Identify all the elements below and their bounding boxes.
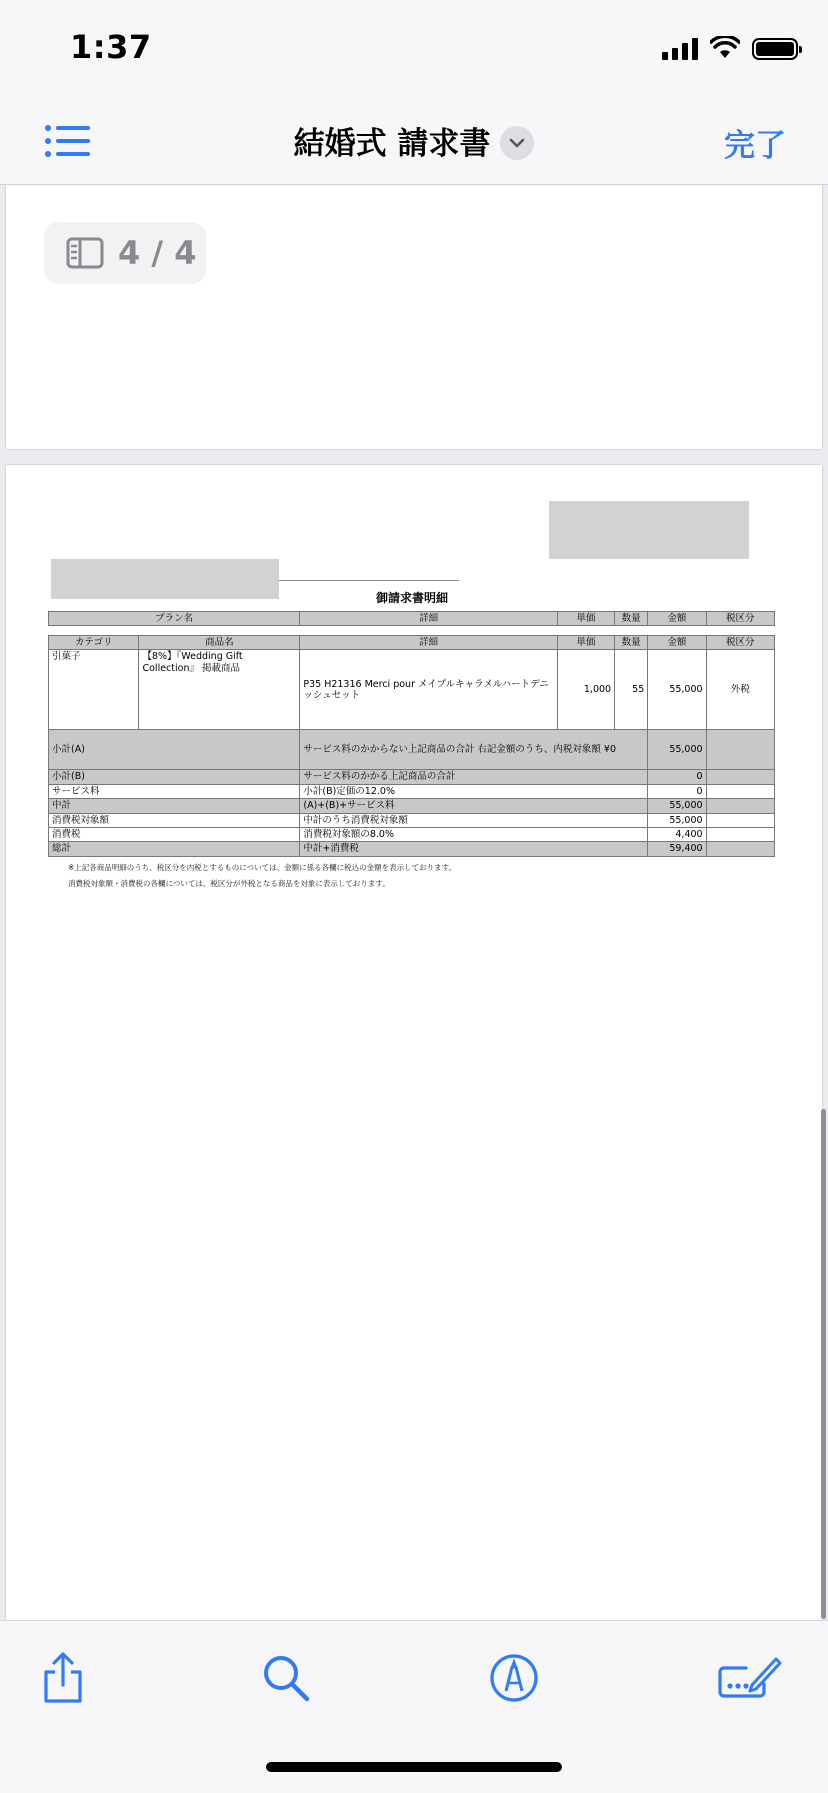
- header-cell: 単価: [557, 612, 614, 626]
- navigation-bar: [0, 100, 828, 185]
- summary-row: [49, 730, 775, 770]
- summary-label: 消費税対象額: [49, 813, 300, 827]
- item-category: 引菓子: [49, 650, 139, 730]
- header-cell: 詳細: [300, 612, 557, 626]
- summary-row: [49, 770, 775, 784]
- item-amount: 55,000: [648, 650, 706, 730]
- item-quantity: 55: [615, 650, 648, 730]
- summary-label: サービス料: [49, 784, 300, 798]
- share-icon[interactable]: [36, 1651, 90, 1705]
- summary-detail: 中計のうち消費税対象額: [300, 813, 648, 827]
- summary-row: [49, 813, 775, 827]
- summary-amount: 0: [648, 770, 706, 784]
- summary-label: 総計: [49, 842, 300, 856]
- wifi-icon: [710, 36, 740, 60]
- summary-amount: 55,000: [648, 813, 706, 827]
- plan-header-row: [49, 612, 775, 626]
- header-cell: 金額: [648, 612, 706, 626]
- summary-amount: 4,400: [648, 827, 706, 841]
- document-viewer[interactable]: [0, 185, 828, 1620]
- summary-amount: 59,400: [648, 842, 706, 856]
- header-cell: 金額: [648, 636, 706, 650]
- sidebar-icon: [66, 237, 104, 269]
- status-time: 1:37: [70, 28, 152, 66]
- detail-header-row: [49, 636, 775, 650]
- markup-icon[interactable]: [487, 1651, 541, 1705]
- summary-detail: 小計(B)定価の12.0%: [300, 784, 648, 798]
- document-title-text: 結婚式 請求書: [293, 126, 491, 162]
- document-title[interactable]: [0, 118, 828, 163]
- redacted-block: [51, 559, 279, 599]
- item-tax-type: 外税: [706, 650, 774, 730]
- summary-detail: サービス料のかかる上記商品の合計: [300, 770, 648, 784]
- page-4: [6, 465, 822, 1620]
- plan-header-table: [48, 611, 775, 626]
- summary-detail: 消費税対象額の8.0%: [300, 827, 648, 841]
- summary-row: [49, 784, 775, 798]
- home-indicator[interactable]: [266, 1762, 562, 1772]
- page-counter-text: 4 / 4: [118, 234, 197, 272]
- scrollbar[interactable]: [821, 1109, 826, 1619]
- header-cell: 単価: [557, 636, 614, 650]
- summary-label: 小計(A): [49, 730, 300, 770]
- invoice-notes: [68, 860, 456, 892]
- summary-label: 消費税: [49, 827, 300, 841]
- item-row: [49, 650, 775, 730]
- summary-row: [49, 842, 775, 856]
- note-line: ※上記各商品明細のうち、税区分を内税とするものについては、金額に係る各欄に税込の金額を表示しております。: [68, 863, 457, 872]
- summary-label: 中計: [49, 799, 300, 813]
- invoice-detail-table: [48, 635, 775, 857]
- done-button[interactable]: 完了: [724, 128, 786, 164]
- invoice-title: 御請求書明細: [376, 591, 449, 605]
- summary-row: [49, 827, 775, 841]
- item-detail: P35 H21316 Merci pour メイプルキャラメルハートデニッシュセット: [300, 650, 557, 730]
- page-counter[interactable]: [44, 222, 206, 284]
- header-cell: カテゴリ: [49, 636, 139, 650]
- header-cell: 数量: [615, 612, 648, 626]
- signature-icon[interactable]: [716, 1651, 782, 1705]
- summary-detail: 中計+消費税: [300, 842, 648, 856]
- note-line: 消費税対象額・消費税の各欄については、税区分が外税となる商品を対象に表示しております。: [68, 879, 390, 888]
- header-cell: 商品名: [139, 636, 300, 650]
- search-icon[interactable]: [259, 1651, 313, 1705]
- page-3: [6, 185, 822, 449]
- cellular-signal-icon: [662, 36, 698, 60]
- summary-amount: 55,000: [648, 799, 706, 813]
- header-cell: 税区分: [706, 612, 774, 626]
- status-bar: [0, 0, 828, 100]
- summary-detail: サービス料のかからない上記商品の合計 右記金額のうち、内税対象額 ¥0: [300, 730, 648, 770]
- header-cell: 税区分: [706, 636, 774, 650]
- summary-amount: 0: [648, 784, 706, 798]
- header-cell: プラン名: [49, 612, 300, 626]
- item-unit-price: 1,000: [557, 650, 614, 730]
- summary-detail: (A)+(B)+サービス料: [300, 799, 648, 813]
- header-cell: 数量: [615, 636, 648, 650]
- summary-amount: 55,000: [648, 730, 706, 770]
- item-product: 【8%】『Wedding Gift Collection』 掲載商品: [139, 650, 300, 730]
- chevron-down-icon[interactable]: [500, 126, 534, 160]
- redacted-block: [549, 501, 749, 559]
- status-icons: [662, 36, 798, 60]
- summary-label: 小計(B): [49, 770, 300, 784]
- summary-row: [49, 799, 775, 813]
- header-cell: 詳細: [300, 636, 557, 650]
- battery-icon: [752, 38, 798, 60]
